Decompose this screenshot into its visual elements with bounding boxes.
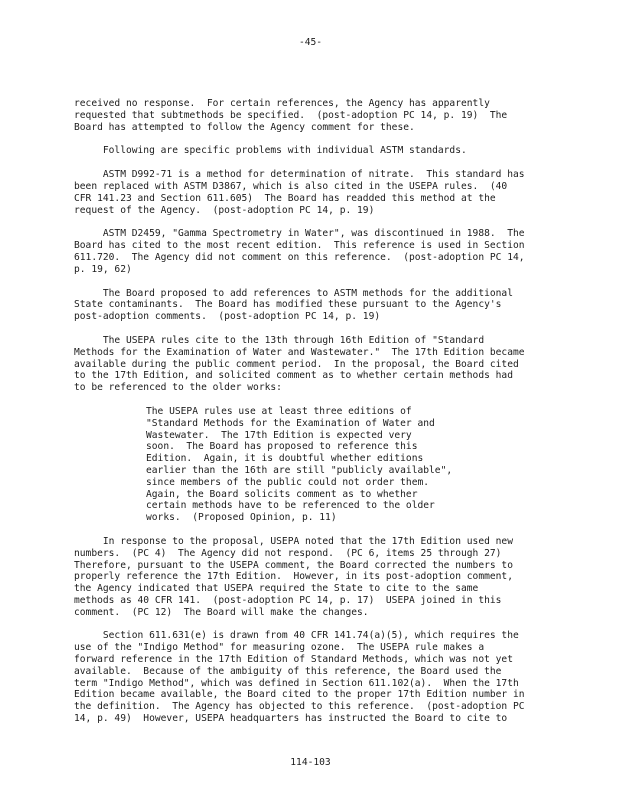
paragraph-6: The USEPA rules cite to the 13th through 16th Edition of "Standard Methods for the Examination of Water and Wastewater." The 17th Edition became available during the public comment period. In the proposal, the Board cited to the 17th Edition, and solicited comment as to whether certain methods had to be referenced to the older works: [74, 334, 525, 394]
document-body [74, 98, 544, 737]
page-number: -45- [298, 37, 323, 48]
block-quote: The USEPA rules use at least three editions of "Standard Methods for the Examination of Water and Wastewater. The 17th Edition is expected very soon. The Board has proposed to reference this Edition. Again, it is doubtful whether editions earlier than the 16th are still "publicly available", since members of the public could not order them. Again, the Board solicits comment as to whether certain methods have to be referenced to the older works. (Proposed Opinion, p. 11) [146, 405, 453, 524]
paragraph-7: In response to the proposal, USEPA noted that the 17th Edition used new numbers. (PC 4) The Agency did not respond. (PC 6, items 25 through 27) Therefore, pursuant to the USEPA comment, the Board corrected the numbers to properly reference the 17th Edition. However, in its post-adoption comment, the Agency indicated that USEPA required the State to cite to the same methods as 40 CFR 141. (post-adoption PC 14, p. 17) USEPA joined in this comment. (PC 12) The Board will make the changes. [74, 535, 513, 618]
page-footer: 114-103 [290, 757, 331, 768]
paragraph-3: ASTM D992-71 is a method for determination of nitrate. This standard has been replaced with ASTM D3867, which is also cited in the USEPA rules. (40 CFR 141.23 and Section 611.605) The Board has readded this method at the request of the Agency. (post-adoption PC 14, p. 19) [74, 169, 525, 216]
paragraph-2: Following are specific problems with individual ASTM standards. [74, 145, 467, 157]
paragraph-4: ASTM D2459, "Gamma Spectrometry in Water", was discontinued in 1988. The Board has cited to the most recent edition. This reference is used in Section 611.720. The Agency did not comment on this reference. (post-adoption PC 14, p. 19, 62) [74, 228, 525, 275]
paragraph-5: The Board proposed to add references to ASTM methods for the additional State contaminants. The Board has modified these pursuant to the Agency's post-adoption comments. (post-adoption PC 14, p. 19) [74, 287, 513, 323]
paragraph-1: received no response. For certain references, the Agency has apparently requested that subtmethods be specified. (post-adoption PC 14, p. 19) The Board has attempted to follow the Agency comment for these. [74, 98, 508, 133]
paragraph-8: Section 611.631(e) is drawn from 40 CFR 141.74(a)(5), which requires the use of the "Indigo Method" for measuring ozone. The USEPA rule makes a forward reference in the 17th Edition of Standard Methods, which was not yet available. Because of the ambiguity of this reference, the Board used the term "Indigo Method", which was defined in Section 611.102(a). When the 17th Edition became available, the Board cited to the proper 17th Edition number in the definition. The Agency has objected to this reference. (post-adoption PC 14, p. 49) However, USEPA headquarters has instructed the Board to cite to [74, 630, 525, 725]
